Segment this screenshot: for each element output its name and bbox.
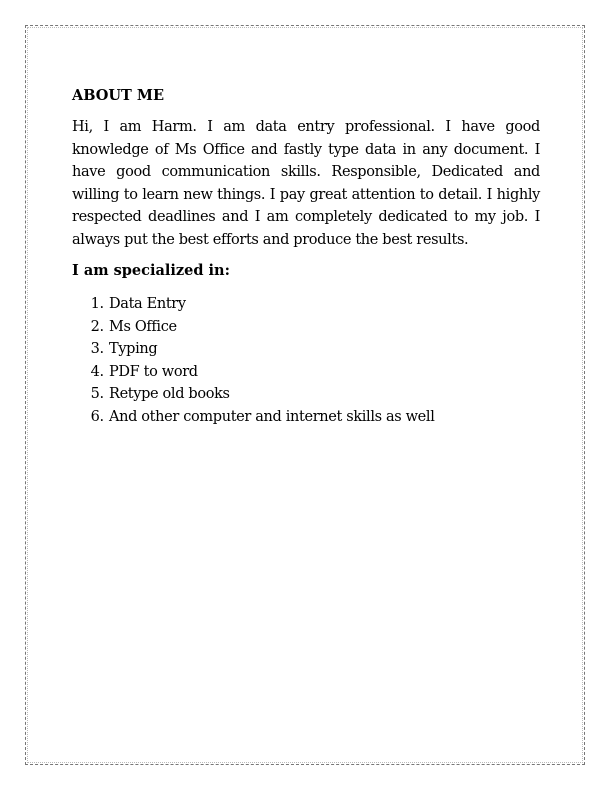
- skills-list: [72, 293, 540, 428]
- about-heading: ABOUT ME: [72, 87, 164, 104]
- list-item: 6. And other computer and internet skills as well: [108, 406, 540, 429]
- list-item: 2. Ms Office: [108, 316, 540, 339]
- list-item: 1. Data Entry: [108, 293, 540, 316]
- about-paragraph: Hi, I am Harm. I am data entry professional. I have good knowledge of Ms Office and fastly type data in any document. I have good communication skills. Responsible, Dedicated and willing to learn new things. I pay great attention to detail. I highly respected deadlines and I am completely dedicated to my job. I always put the best efforts and produce the best results.: [72, 119, 540, 248]
- specialized-heading: I am specialized in:: [72, 262, 230, 279]
- list-item: 3. Typing: [108, 338, 540, 361]
- list-item: 4. PDF to word: [108, 361, 540, 384]
- list-item: 5. Retype old books: [108, 383, 540, 406]
- document-content: [72, 86, 540, 428]
